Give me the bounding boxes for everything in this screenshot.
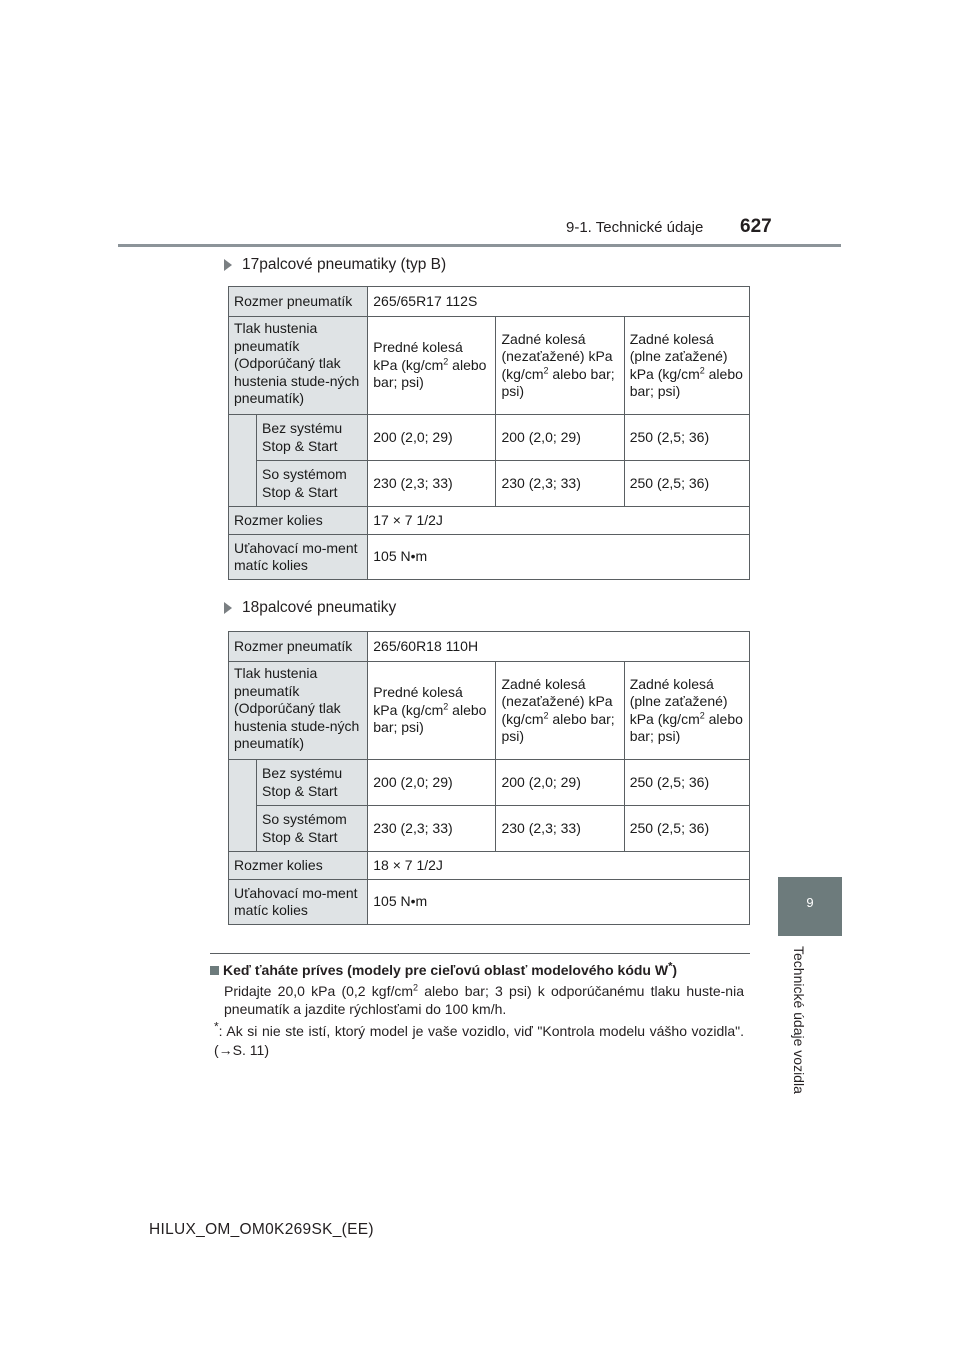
table-cell: 250 (2,5; 36) — [624, 461, 749, 507]
section-title: 9-1. Technické údaje — [566, 219, 704, 236]
footnote: *: Ak si nie ste istí, ktorý model je vaše vozidlo, viď "Kontrola modelu vášho vozidla". (→S. 11) — [214, 1019, 744, 1058]
rear-loaded-header: Zadné kolesá (plne zaťažené) kPa ($kg/cm^2$ alebo bar; psi) — [624, 662, 749, 760]
table-cell: 250 (2,5; 36) — [624, 415, 749, 461]
wheel-size-label: Rozmer kolies — [229, 507, 368, 535]
tire-size-value: 265/65R17 112S — [368, 287, 750, 317]
note-heading: Keď ťaháte príves (modely pre cieľovú oblasť modelového kódu W*) — [210, 962, 677, 978]
wheel-size-value: 18 × 7 1/2J — [368, 852, 750, 880]
row-label: Bez systému Stop & Start — [257, 760, 368, 806]
table-cell: 230 (2,3; 33) — [496, 806, 624, 852]
table-cell: 200 (2,0; 29) — [368, 760, 496, 806]
table-heading-17: 17palcové pneumatiky (typ B) — [224, 256, 446, 274]
table-heading-18: 18palcové pneumatiky — [224, 599, 396, 617]
rear-unloaded-header: Zadné kolesá (nezaťažené) kPa ($kg/cm^2$ alebo bar; psi) — [496, 662, 624, 760]
table-cell: 200 (2,0; 29) — [368, 415, 496, 461]
torque-label: Uťahovací mo-ment matíc kolies — [229, 535, 368, 580]
indent-cell — [229, 415, 257, 507]
table-cell: 230 (2,3; 33) — [368, 461, 496, 507]
row-label: So systémom Stop & Start — [257, 806, 368, 852]
pressure-label: Tlak hustenia pneumatík (Odporúčaný tlak hustenia stude-ných pneumatík) — [229, 317, 368, 415]
tire-table-18 — [228, 631, 750, 925]
side-tab-label: Technické údaje vozidla — [791, 946, 807, 1094]
section-rule — [210, 953, 750, 954]
rear-loaded-header: Zadné kolesá (plne zaťažené) kPa ($kg/cm^2$ alebo bar; psi) — [624, 317, 749, 415]
triangle-bullet-icon — [224, 602, 232, 614]
document-code: HILUX_OM_OM0K269SK_(EE) — [149, 1221, 374, 1238]
table-cell: 230 (2,3; 33) — [368, 806, 496, 852]
header-rule — [118, 244, 841, 247]
table-cell: 230 (2,3; 33) — [496, 461, 624, 507]
table-cell: 200 (2,0; 29) — [496, 760, 624, 806]
indent-cell — [229, 760, 257, 852]
row-label: Bez systému Stop & Start — [257, 415, 368, 461]
note-body: Pridajte 20,0 kPa (0,2 kgf/$cm^2$ alebo bar; 3 psi) k odporúčanému tlaku huste-nia pneumatík a jazdite rýchlosťami do 100 km/h. — [224, 982, 744, 1017]
wheel-size-label: Rozmer kolies — [229, 852, 368, 880]
table-cell: 250 (2,5; 36) — [624, 760, 749, 806]
torque-label: Uťahovací mo-ment matíc kolies — [229, 880, 368, 925]
front-header: Predné kolesá kPa ($kg/cm^2$ alebo bar; psi) — [368, 662, 496, 760]
triangle-bullet-icon — [224, 259, 232, 271]
torque-value: 105 N•m — [368, 535, 750, 580]
square-bullet-icon — [210, 966, 219, 975]
tire-table-17 — [228, 286, 750, 580]
wheel-size-value: 17 × 7 1/2J — [368, 507, 750, 535]
pressure-label: Tlak hustenia pneumatík (Odporúčaný tlak hustenia stude-ných pneumatík) — [229, 662, 368, 760]
tire-size-label: Rozmer pneumatík — [229, 287, 368, 317]
front-header: Predné kolesá kPa ($kg/cm^2$ alebo bar; psi) — [368, 317, 496, 415]
page-number: 627 — [740, 216, 772, 237]
tire-size-value: 265/60R18 110H — [368, 632, 750, 662]
rear-unloaded-header: Zadné kolesá (nezaťažené) kPa ($kg/cm^2$ alebo bar; psi) — [496, 317, 624, 415]
row-label: So systémom Stop & Start — [257, 461, 368, 507]
torque-value: 105 N•m — [368, 880, 750, 925]
table-cell: 250 (2,5; 36) — [624, 806, 749, 852]
table-cell: 200 (2,0; 29) — [496, 415, 624, 461]
tire-size-label: Rozmer pneumatík — [229, 632, 368, 662]
side-tab-number: 9 — [806, 895, 814, 910]
